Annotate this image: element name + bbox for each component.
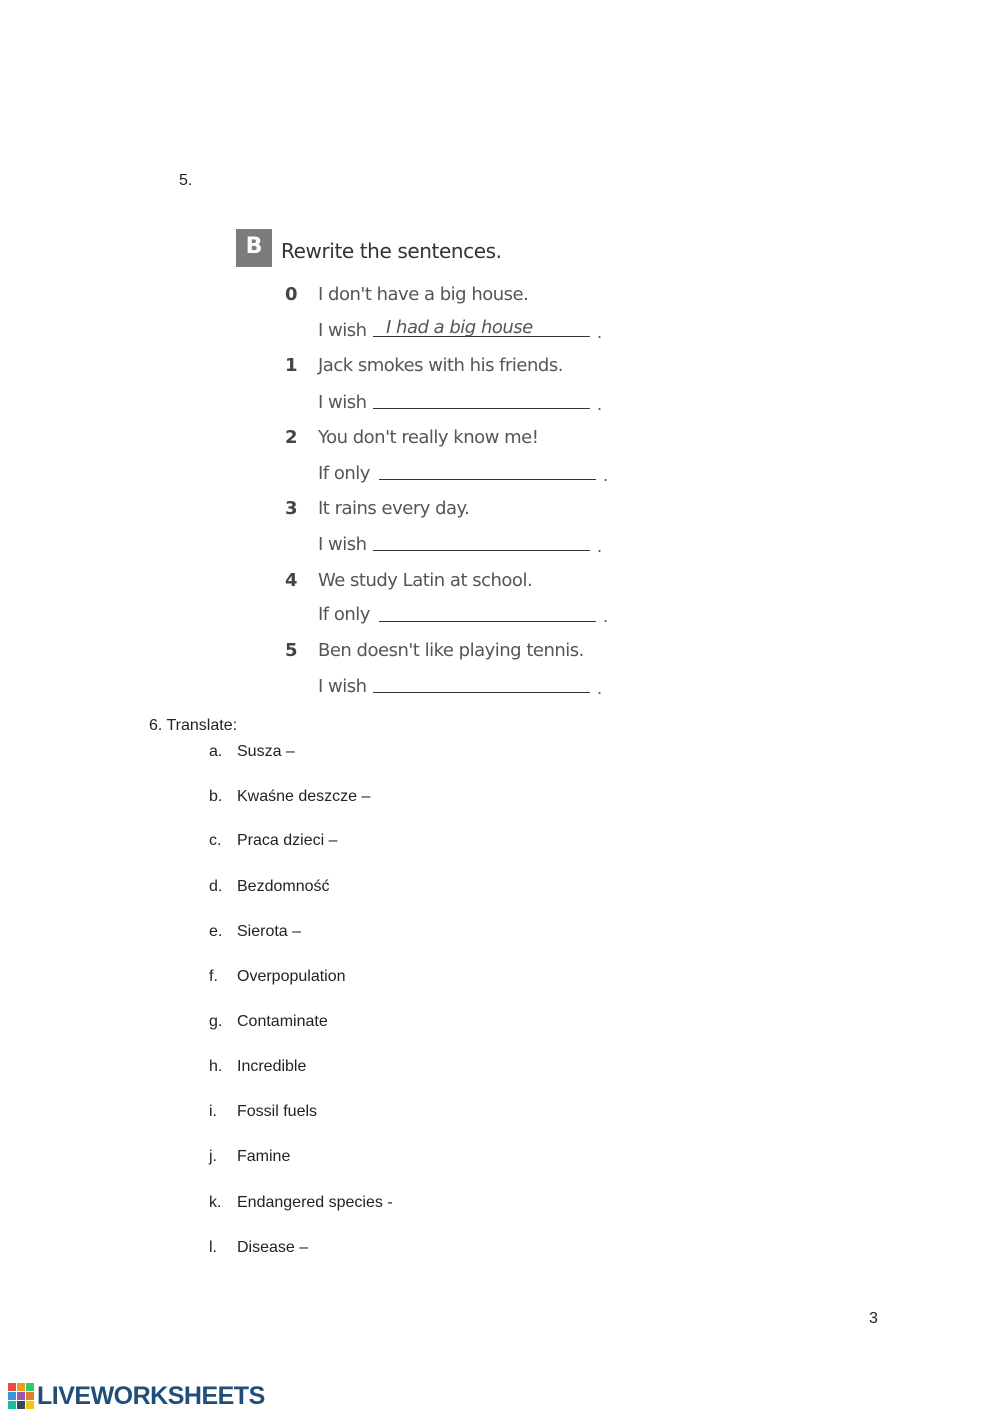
list-item-letter: h. [209,1058,223,1075]
list-item-letter: b. [209,788,223,805]
list-item-term: Overpopulation [237,968,346,985]
exercise-item-sentence: We study Latin at school. [318,570,533,591]
list-item-term: Endangered species - [237,1194,393,1211]
answer-line[interactable] [379,479,596,480]
answer-line[interactable] [373,692,590,693]
exercise-item-prompt: I wish [318,676,367,697]
list-item-term: Contaminate [237,1013,328,1030]
list-item-letter: e. [209,923,223,940]
list-item-term: Sierota – [237,923,302,940]
section-b-badge: B [236,229,272,267]
list-item-term: Kwaśne deszcze – [237,788,371,805]
list-item-letter: d. [209,878,223,895]
answer-line[interactable] [373,550,590,551]
list-item-term: Praca dzieci – [237,832,338,849]
exercise-item-sentence: I don't have a big house. [318,284,529,305]
end-period: . [603,606,609,626]
exercise-title: Rewrite the sentences. [281,239,502,263]
exercise-item-prompt: I wish [318,534,367,555]
list-item-letter: j. [209,1148,217,1165]
list-item-term: Fossil fuels [237,1103,318,1120]
answer-line[interactable] [373,408,590,409]
logo-text: LIVEWORKSHEETS [37,1381,265,1410]
list-item-term: Incredible [237,1058,307,1075]
liveworksheets-logo[interactable] [8,1381,265,1411]
exercise-item-number: 0 [285,284,298,305]
exercise-item-prompt: I wish [318,392,367,413]
list-item-letter: i. [209,1103,217,1120]
exercise-item-number: 1 [285,355,298,376]
exercise-item-prompt: I wish [318,320,367,341]
exercise-item-number: 3 [285,498,298,519]
list-item-letter: l. [209,1239,217,1256]
end-period: . [597,322,603,342]
exercise-item-number: 2 [285,427,298,448]
list-item-term: Bezdomność [237,878,330,895]
list-item-term: Disease – [237,1239,309,1256]
exercise-item-sentence: Jack smokes with his friends. [318,355,563,376]
logo-grid-icon [8,1383,34,1409]
question-6-heading: 6. Translate: [149,717,238,734]
end-period: . [603,465,609,485]
example-answer: I had a big house [386,317,533,338]
list-item-letter: c. [209,832,222,849]
answer-line[interactable] [379,621,596,622]
list-item-letter: a. [209,743,223,760]
page-number: 3 [869,1310,878,1327]
list-item-term: Famine [237,1148,291,1165]
end-period: . [597,678,603,698]
list-item-letter: k. [209,1194,222,1211]
exercise-item-sentence: You don't really know me! [318,427,539,448]
exercise-item-number: 4 [285,570,298,591]
list-item-letter: f. [209,968,218,985]
exercise-item-number: 5 [285,640,298,661]
end-period: . [597,394,603,414]
exercise-item-prompt: If only [318,604,370,625]
question-5-number: 5. [179,172,193,189]
exercise-item-sentence: Ben doesn't like playing tennis. [318,640,584,661]
list-item-term: Susza – [237,743,295,760]
end-period: . [597,536,603,556]
list-item-letter: g. [209,1013,223,1030]
exercise-item-prompt: If only [318,463,370,484]
exercise-item-sentence: It rains every day. [318,498,470,519]
